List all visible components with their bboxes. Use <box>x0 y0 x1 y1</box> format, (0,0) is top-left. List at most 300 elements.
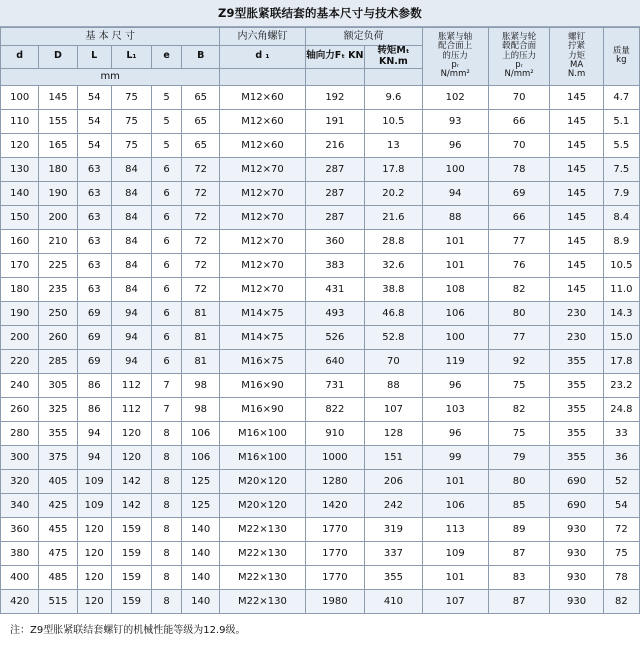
cell-screw-torque: 145 <box>550 181 603 205</box>
col-header-d1: d ₁ <box>220 46 305 69</box>
group-header-shaft-pressure <box>422 28 488 86</box>
cell-L: 69 <box>77 349 111 373</box>
cell-e: 7 <box>152 397 182 421</box>
group-header-hub-pressure <box>488 28 550 86</box>
cell-screw-torque: 355 <box>550 445 603 469</box>
cell-mass: 17.8 <box>603 349 639 373</box>
cell-L: 54 <box>77 109 111 133</box>
cell-d: 220 <box>1 349 39 373</box>
cell-mass: 5.1 <box>603 109 639 133</box>
cell-d1: M22×130 <box>220 517 305 541</box>
cell-d: 340 <box>1 493 39 517</box>
group-header-hex-screw: 内六角螺钉 <box>220 28 305 46</box>
cell-L: 54 <box>77 85 111 109</box>
cell-e: 5 <box>152 109 182 133</box>
cell-B: 140 <box>182 565 220 589</box>
cell-B: 72 <box>182 277 220 301</box>
cell-D: 225 <box>39 253 77 277</box>
cell-mass: 36 <box>603 445 639 469</box>
cell-axial-force: 383 <box>305 253 365 277</box>
col-header-e: e <box>152 46 182 69</box>
table-row <box>1 301 640 325</box>
cell-d: 240 <box>1 373 39 397</box>
cell-L1: 75 <box>111 109 151 133</box>
col-header-B: B <box>182 46 220 69</box>
cell-B: 106 <box>182 445 220 469</box>
hub-pressure-line5: N/mm² <box>504 69 534 80</box>
unit-label-mm: mm <box>1 68 220 85</box>
screw-torque-line1: 螺钉 <box>568 32 586 43</box>
cell-mass: 23.2 <box>603 373 639 397</box>
unit-spacer-force <box>305 68 365 85</box>
cell-mass: 7.9 <box>603 181 639 205</box>
unit-spacer-screw <box>220 68 305 85</box>
cell-screw-torque: 930 <box>550 589 603 613</box>
cell-D: 485 <box>39 565 77 589</box>
cell-D: 235 <box>39 277 77 301</box>
cell-L1: 94 <box>111 325 151 349</box>
cell-screw-torque: 145 <box>550 229 603 253</box>
cell-d1: M12×70 <box>220 181 305 205</box>
cell-shaft-pressure: 94 <box>422 181 488 205</box>
cell-screw-torque: 145 <box>550 157 603 181</box>
cell-e: 6 <box>152 349 182 373</box>
table-row <box>1 133 640 157</box>
cell-e: 6 <box>152 253 182 277</box>
cell-L1: 75 <box>111 133 151 157</box>
cell-d: 190 <box>1 301 39 325</box>
cell-axial-force: 1770 <box>305 541 365 565</box>
cell-B: 72 <box>182 229 220 253</box>
hub-pressure-line3: 上的压力 <box>502 50 537 61</box>
cell-axial-force: 493 <box>305 301 365 325</box>
cell-d: 150 <box>1 205 39 229</box>
cell-B: 65 <box>182 133 220 157</box>
cell-d: 110 <box>1 109 39 133</box>
cell-d1: M22×130 <box>220 541 305 565</box>
cell-torque: 32.6 <box>365 253 423 277</box>
cell-mass: 4.7 <box>603 85 639 109</box>
cell-d1: M22×130 <box>220 565 305 589</box>
cell-hub-pressure: 77 <box>488 325 550 349</box>
cell-D: 405 <box>39 469 77 493</box>
header-group-row <box>1 28 640 46</box>
cell-torque: 355 <box>365 565 423 589</box>
cell-hub-pressure: 66 <box>488 205 550 229</box>
cell-torque: 38.8 <box>365 277 423 301</box>
cell-e: 8 <box>152 421 182 445</box>
cell-d1: M12×60 <box>220 109 305 133</box>
cell-L1: 94 <box>111 349 151 373</box>
cell-hub-pressure: 66 <box>488 109 550 133</box>
cell-torque: 410 <box>365 589 423 613</box>
cell-torque: 13 <box>365 133 423 157</box>
table-row <box>1 349 640 373</box>
cell-d: 280 <box>1 421 39 445</box>
cell-hub-pressure: 78 <box>488 157 550 181</box>
cell-shaft-pressure: 108 <box>422 277 488 301</box>
cell-L1: 84 <box>111 253 151 277</box>
cell-mass: 8.9 <box>603 229 639 253</box>
cell-hub-pressure: 80 <box>488 469 550 493</box>
cell-shaft-pressure: 113 <box>422 517 488 541</box>
cell-screw-torque: 355 <box>550 421 603 445</box>
cell-B: 140 <box>182 541 220 565</box>
cell-L: 120 <box>77 541 111 565</box>
cell-d: 380 <box>1 541 39 565</box>
cell-D: 190 <box>39 181 77 205</box>
cell-D: 165 <box>39 133 77 157</box>
cell-L: 63 <box>77 157 111 181</box>
cell-B: 72 <box>182 205 220 229</box>
cell-shaft-pressure: 96 <box>422 133 488 157</box>
unit-spacer-torque <box>365 68 423 85</box>
table-row <box>1 469 640 493</box>
cell-D: 355 <box>39 421 77 445</box>
cell-e: 8 <box>152 517 182 541</box>
cell-hub-pressure: 80 <box>488 301 550 325</box>
cell-torque: 107 <box>365 397 423 421</box>
cell-D: 425 <box>39 493 77 517</box>
cell-screw-torque: 145 <box>550 205 603 229</box>
cell-shaft-pressure: 88 <box>422 205 488 229</box>
cell-D: 200 <box>39 205 77 229</box>
cell-mass: 52 <box>603 469 639 493</box>
cell-hub-pressure: 75 <box>488 421 550 445</box>
cell-shaft-pressure: 101 <box>422 565 488 589</box>
cell-D: 475 <box>39 541 77 565</box>
group-header-rated-load: 额定负荷 <box>305 28 422 46</box>
cell-B: 81 <box>182 349 220 373</box>
cell-L: 69 <box>77 325 111 349</box>
cell-shaft-pressure: 93 <box>422 109 488 133</box>
cell-e: 8 <box>152 565 182 589</box>
cell-L1: 159 <box>111 541 151 565</box>
cell-d1: M12×70 <box>220 157 305 181</box>
cell-axial-force: 1980 <box>305 589 365 613</box>
cell-hub-pressure: 92 <box>488 349 550 373</box>
cell-shaft-pressure: 101 <box>422 229 488 253</box>
cell-screw-torque: 230 <box>550 301 603 325</box>
cell-hub-pressure: 85 <box>488 493 550 517</box>
cell-shaft-pressure: 106 <box>422 301 488 325</box>
cell-D: 305 <box>39 373 77 397</box>
cell-B: 125 <box>182 469 220 493</box>
cell-B: 81 <box>182 325 220 349</box>
cell-torque: 20.2 <box>365 181 423 205</box>
screw-torque-line3: 力矩 <box>568 50 586 61</box>
cell-hub-pressure: 82 <box>488 397 550 421</box>
cell-screw-torque: 930 <box>550 517 603 541</box>
cell-mass: 11.0 <box>603 277 639 301</box>
shaft-pressure-line4: pᵣ <box>451 60 459 71</box>
cell-mass: 8.4 <box>603 205 639 229</box>
cell-L: 63 <box>77 277 111 301</box>
cell-axial-force: 526 <box>305 325 365 349</box>
cell-L1: 84 <box>111 229 151 253</box>
cell-D: 375 <box>39 445 77 469</box>
cell-hub-pressure: 76 <box>488 253 550 277</box>
cell-D: 250 <box>39 301 77 325</box>
col-header-L1: L₁ <box>111 46 151 69</box>
cell-screw-torque: 145 <box>550 253 603 277</box>
col-header-torque: 转矩Mₜ KN.m <box>365 46 423 69</box>
cell-d: 180 <box>1 277 39 301</box>
cell-e: 7 <box>152 373 182 397</box>
cell-mass: 10.5 <box>603 253 639 277</box>
hub-pressure-line2: 毂配合面 <box>502 41 537 52</box>
cell-shaft-pressure: 102 <box>422 85 488 109</box>
table-body <box>1 85 640 613</box>
table-row <box>1 229 640 253</box>
cell-L1: 84 <box>111 157 151 181</box>
cell-screw-torque: 930 <box>550 565 603 589</box>
cell-e: 8 <box>152 445 182 469</box>
cell-hub-pressure: 82 <box>488 277 550 301</box>
cell-B: 72 <box>182 157 220 181</box>
cell-L1: 84 <box>111 181 151 205</box>
col-header-axial-force: 轴向力Fₜ KN <box>305 46 365 69</box>
cell-d1: M12×70 <box>220 229 305 253</box>
cell-mass: 15.0 <box>603 325 639 349</box>
cell-screw-torque: 230 <box>550 325 603 349</box>
cell-torque: 52.8 <box>365 325 423 349</box>
cell-hub-pressure: 83 <box>488 565 550 589</box>
cell-shaft-pressure: 96 <box>422 421 488 445</box>
page-title: Z9型胀紧联结套的基本尺寸与技术参数 <box>218 6 422 20</box>
cell-mass: 82 <box>603 589 639 613</box>
cell-B: 98 <box>182 397 220 421</box>
cell-mass: 75 <box>603 541 639 565</box>
cell-shaft-pressure: 96 <box>422 373 488 397</box>
cell-e: 5 <box>152 133 182 157</box>
hub-pressure-line4: pᵣ <box>515 60 523 71</box>
cell-d: 300 <box>1 445 39 469</box>
cell-shaft-pressure: 101 <box>422 253 488 277</box>
cell-screw-torque: 355 <box>550 373 603 397</box>
cell-axial-force: 822 <box>305 397 365 421</box>
table-row <box>1 373 640 397</box>
cell-D: 210 <box>39 229 77 253</box>
cell-L1: 112 <box>111 373 151 397</box>
cell-e: 6 <box>152 205 182 229</box>
table-row <box>1 493 640 517</box>
cell-B: 140 <box>182 589 220 613</box>
cell-screw-torque: 145 <box>550 85 603 109</box>
cell-L1: 142 <box>111 493 151 517</box>
cell-B: 81 <box>182 301 220 325</box>
cell-L1: 159 <box>111 517 151 541</box>
cell-axial-force: 731 <box>305 373 365 397</box>
cell-torque: 21.6 <box>365 205 423 229</box>
cell-e: 5 <box>152 85 182 109</box>
cell-L: 63 <box>77 229 111 253</box>
table-row <box>1 421 640 445</box>
cell-d1: M16×100 <box>220 445 305 469</box>
cell-d1: M12×70 <box>220 253 305 277</box>
cell-e: 6 <box>152 181 182 205</box>
cell-e: 6 <box>152 325 182 349</box>
table-row <box>1 397 640 421</box>
cell-d: 140 <box>1 181 39 205</box>
cell-d: 320 <box>1 469 39 493</box>
table-row <box>1 205 640 229</box>
cell-D: 285 <box>39 349 77 373</box>
mass-line2: kg <box>616 55 627 66</box>
cell-axial-force: 192 <box>305 85 365 109</box>
cell-B: 72 <box>182 253 220 277</box>
cell-axial-force: 1000 <box>305 445 365 469</box>
cell-hub-pressure: 70 <box>488 133 550 157</box>
cell-d1: M16×75 <box>220 349 305 373</box>
table-row <box>1 589 640 613</box>
table-row <box>1 277 640 301</box>
cell-D: 455 <box>39 517 77 541</box>
cell-axial-force: 1770 <box>305 517 365 541</box>
cell-e: 6 <box>152 277 182 301</box>
cell-mass: 5.5 <box>603 133 639 157</box>
cell-d: 200 <box>1 325 39 349</box>
cell-hub-pressure: 77 <box>488 229 550 253</box>
cell-L: 109 <box>77 469 111 493</box>
cell-shaft-pressure: 103 <box>422 397 488 421</box>
cell-hub-pressure: 87 <box>488 589 550 613</box>
cell-d1: M12×60 <box>220 85 305 109</box>
cell-B: 65 <box>182 85 220 109</box>
cell-L: 94 <box>77 445 111 469</box>
table-row <box>1 565 640 589</box>
cell-e: 8 <box>152 541 182 565</box>
cell-d: 360 <box>1 517 39 541</box>
cell-d1: M12×70 <box>220 205 305 229</box>
col-header-D: D <box>39 46 77 69</box>
cell-d1: M12×60 <box>220 133 305 157</box>
cell-D: 325 <box>39 397 77 421</box>
table-row <box>1 517 640 541</box>
cell-torque: 151 <box>365 445 423 469</box>
cell-L1: 142 <box>111 469 151 493</box>
cell-B: 98 <box>182 373 220 397</box>
cell-axial-force: 431 <box>305 277 365 301</box>
cell-L1: 120 <box>111 445 151 469</box>
cell-axial-force: 640 <box>305 349 365 373</box>
cell-axial-force: 191 <box>305 109 365 133</box>
cell-torque: 17.8 <box>365 157 423 181</box>
cell-d: 420 <box>1 589 39 613</box>
group-header-basic-dims: 基 本 尺 寸 <box>1 28 220 46</box>
cell-screw-torque: 145 <box>550 277 603 301</box>
cell-L: 69 <box>77 301 111 325</box>
cell-axial-force: 287 <box>305 181 365 205</box>
cell-shaft-pressure: 101 <box>422 469 488 493</box>
cell-mass: 33 <box>603 421 639 445</box>
cell-d1: M16×90 <box>220 397 305 421</box>
cell-e: 6 <box>152 301 182 325</box>
cell-L: 120 <box>77 565 111 589</box>
col-header-d: d <box>1 46 39 69</box>
cell-d: 100 <box>1 85 39 109</box>
cell-hub-pressure: 70 <box>488 85 550 109</box>
cell-L1: 159 <box>111 565 151 589</box>
cell-B: 106 <box>182 421 220 445</box>
cell-d1: M22×130 <box>220 589 305 613</box>
cell-d: 260 <box>1 397 39 421</box>
group-header-screw-torque <box>550 28 603 86</box>
cell-torque: 28.8 <box>365 229 423 253</box>
shaft-pressure-line5: N/mm² <box>440 69 470 80</box>
cell-screw-torque: 355 <box>550 397 603 421</box>
cell-e: 6 <box>152 157 182 181</box>
cell-d1: M20×120 <box>220 469 305 493</box>
table-row <box>1 541 640 565</box>
cell-e: 8 <box>152 493 182 517</box>
col-header-L: L <box>77 46 111 69</box>
cell-mass: 54 <box>603 493 639 517</box>
group-header-mass <box>603 28 639 86</box>
table-row <box>1 445 640 469</box>
cell-D: 515 <box>39 589 77 613</box>
cell-axial-force: 216 <box>305 133 365 157</box>
cell-shaft-pressure: 107 <box>422 589 488 613</box>
cell-d: 130 <box>1 157 39 181</box>
cell-torque: 337 <box>365 541 423 565</box>
table-row <box>1 181 640 205</box>
cell-e: 8 <box>152 589 182 613</box>
cell-e: 6 <box>152 229 182 253</box>
cell-D: 155 <box>39 109 77 133</box>
screw-torque-line2: 拧紧 <box>568 41 586 52</box>
cell-d1: M16×90 <box>220 373 305 397</box>
cell-torque: 206 <box>365 469 423 493</box>
shaft-pressure-line2: 配合面上 <box>438 41 473 52</box>
screw-torque-line5: N.m <box>567 69 586 80</box>
cell-d1: M14×75 <box>220 301 305 325</box>
table-header <box>1 28 640 86</box>
cell-L1: 84 <box>111 277 151 301</box>
cell-axial-force: 910 <box>305 421 365 445</box>
cell-mass: 14.3 <box>603 301 639 325</box>
cell-torque: 128 <box>365 421 423 445</box>
cell-shaft-pressure: 109 <box>422 541 488 565</box>
table-row <box>1 157 640 181</box>
cell-hub-pressure: 75 <box>488 373 550 397</box>
cell-D: 145 <box>39 85 77 109</box>
cell-B: 140 <box>182 517 220 541</box>
cell-axial-force: 287 <box>305 157 365 181</box>
cell-axial-force: 1280 <box>305 469 365 493</box>
cell-L1: 94 <box>111 301 151 325</box>
cell-axial-force: 1770 <box>305 565 365 589</box>
cell-hub-pressure: 89 <box>488 517 550 541</box>
cell-d: 160 <box>1 229 39 253</box>
cell-screw-torque: 355 <box>550 349 603 373</box>
cell-mass: 78 <box>603 565 639 589</box>
cell-L1: 159 <box>111 589 151 613</box>
table-row <box>1 253 640 277</box>
cell-d: 170 <box>1 253 39 277</box>
cell-torque: 70 <box>365 349 423 373</box>
page-title-bar <box>0 0 640 27</box>
cell-L1: 112 <box>111 397 151 421</box>
table-row <box>1 85 640 109</box>
footnote: 注：Z9型胀紧联结套螺钉的机械性能等级为12.9级。 <box>10 624 246 636</box>
cell-L1: 120 <box>111 421 151 445</box>
cell-torque: 88 <box>365 373 423 397</box>
cell-torque: 319 <box>365 517 423 541</box>
cell-screw-torque: 145 <box>550 133 603 157</box>
cell-screw-torque: 145 <box>550 109 603 133</box>
cell-mass: 7.5 <box>603 157 639 181</box>
